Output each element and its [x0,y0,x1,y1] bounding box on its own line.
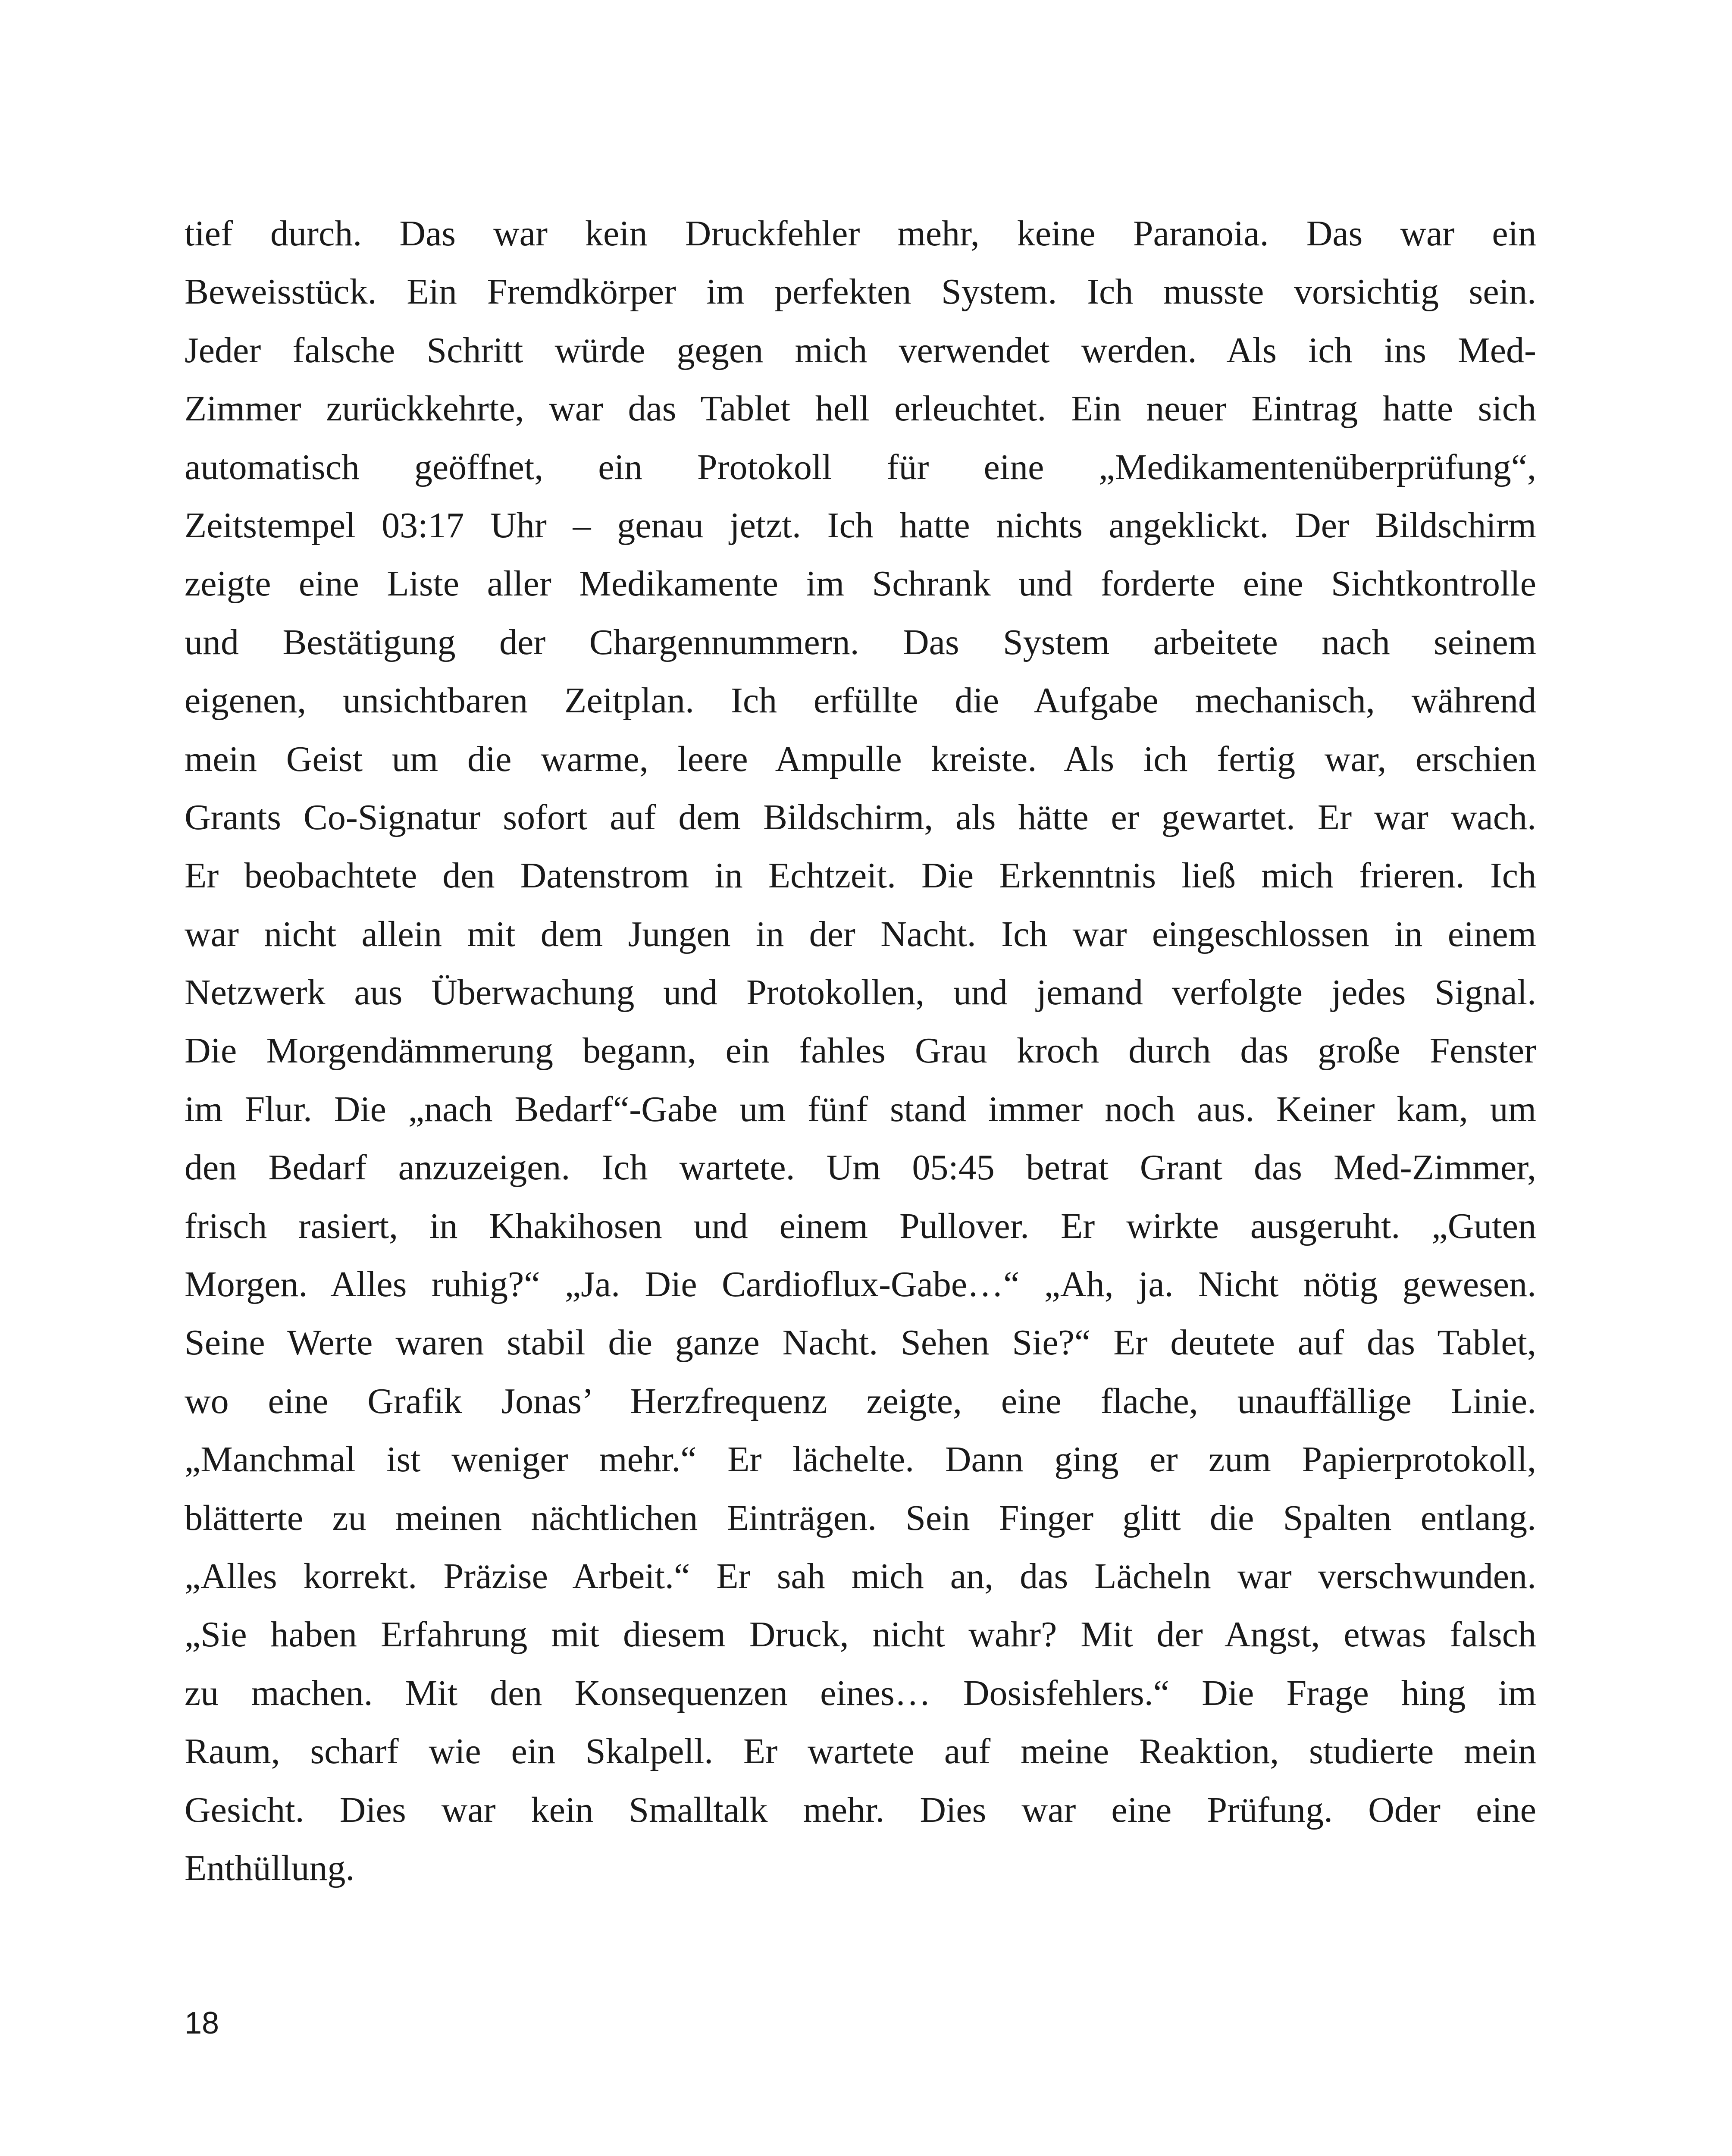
text-line: Die Morgendämmerung begann, ein fahles Grau kroch durch das große Fenster [185,1031,1536,1071]
text-line: zeigte eine Liste aller Medikamente im Schrank und forderte eine Sichtkontrolle [185,564,1536,604]
page-number: 18 [185,2006,219,2040]
text-line: Enthüllung. [185,1848,355,1888]
text-line: im Flur. Die „nach Bedarf“-Gabe um fünf stand immer noch aus. Keiner kam, um [185,1089,1536,1129]
text-line: „Alles korrekt. Präzise Arbeit.“ Er sah mich an, das Lächeln war verschwunden. [185,1556,1536,1596]
text-line: wo eine Grafik Jonas’ Herzfrequenz zeigte, eine flache, unauffällige Linie. [185,1381,1536,1421]
text-line: Seine Werte waren stabil die ganze Nacht. Sehen Sie?“ Er deutete auf das Tablet, [185,1322,1536,1363]
text-line: eigenen, unsichtbaren Zeitplan. Ich erfüllte die Aufgabe mechanisch, während [185,680,1536,721]
text-line: Er beobachtete den Datenstrom in Echtzeit. Die Erkenntnis ließ mich frieren. Ich [185,856,1536,896]
text-line: automatisch geöffnet, ein Protokoll für eine „Medikamentenüberprüfung“, [185,447,1536,487]
text-line: frisch rasiert, in Khakihosen und einem Pullover. Er wirkte ausgeruht. „Guten [185,1206,1536,1246]
text-line: mein Geist um die warme, leere Ampulle kreiste. Als ich fertig war, erschien [185,739,1536,779]
text-line: zu machen. Mit den Konsequenzen eines… Dosisfehlers.“ Die Frage hing im [185,1673,1536,1713]
text-line: Netzwerk aus Überwachung und Protokollen, und jemand verfolgte jedes Signal. [185,972,1536,1013]
text-line: „Manchmal ist weniger mehr.“ Er lächelte. Dann ging er zum Papierprotokoll, [185,1439,1536,1480]
text-line: „Sie haben Erfahrung mit diesem Druck, nicht wahr? Mit der Angst, etwas falsch [185,1614,1536,1655]
text-line: war nicht allein mit dem Jungen in der Nacht. Ich war eingeschlossen in einem [185,914,1536,954]
text-line: und Bestätigung der Chargennummern. Das System arbeitete nach seinem [185,622,1536,662]
text-line: den Bedarf anzuzeigen. Ich wartete. Um 05:45 betrat Grant das Med-Zimmer, [185,1147,1536,1188]
text-line: Jeder falsche Schritt würde gegen mich verwendet werden. Als ich ins Med- [185,330,1536,370]
text-line: Raum, scharf wie ein Skalpell. Er wartete auf meine Reaktion, studierte mein [185,1731,1536,1772]
text-line: Zimmer zurückkehrte, war das Tablet hell erleuchtet. Ein neuer Eintrag hatte sich [185,389,1536,429]
text-line: Morgen. Alles ruhig?“ „Ja. Die Cardioflux-Gabe…“ „Ah, ja. Nicht nötig gewesen. [185,1264,1536,1305]
text-line: Gesicht. Dies war kein Smalltalk mehr. Dies war eine Prüfung. Oder eine [185,1789,1536,1830]
text-line: Grants Co-Signatur sofort auf dem Bildschirm, als hätte er gewartet. Er war wach. [185,797,1536,837]
text-line: tief durch. Das war kein Druckfehler mehr, keine Paranoia. Das war ein [185,213,1536,254]
body-text [185,204,1536,1897]
text-line: Beweisstück. Ein Fremdkörper im perfekten System. Ich musste vorsichtig sein. [185,272,1536,312]
text-line: blätterte zu meinen nächtlichen Einträgen. Sein Finger glitt die Spalten entlang. [185,1498,1536,1538]
text-line: Zeitstempel 03:17 Uhr – genau jetzt. Ich hatte nichts angeklickt. Der Bildschirm [185,505,1536,545]
